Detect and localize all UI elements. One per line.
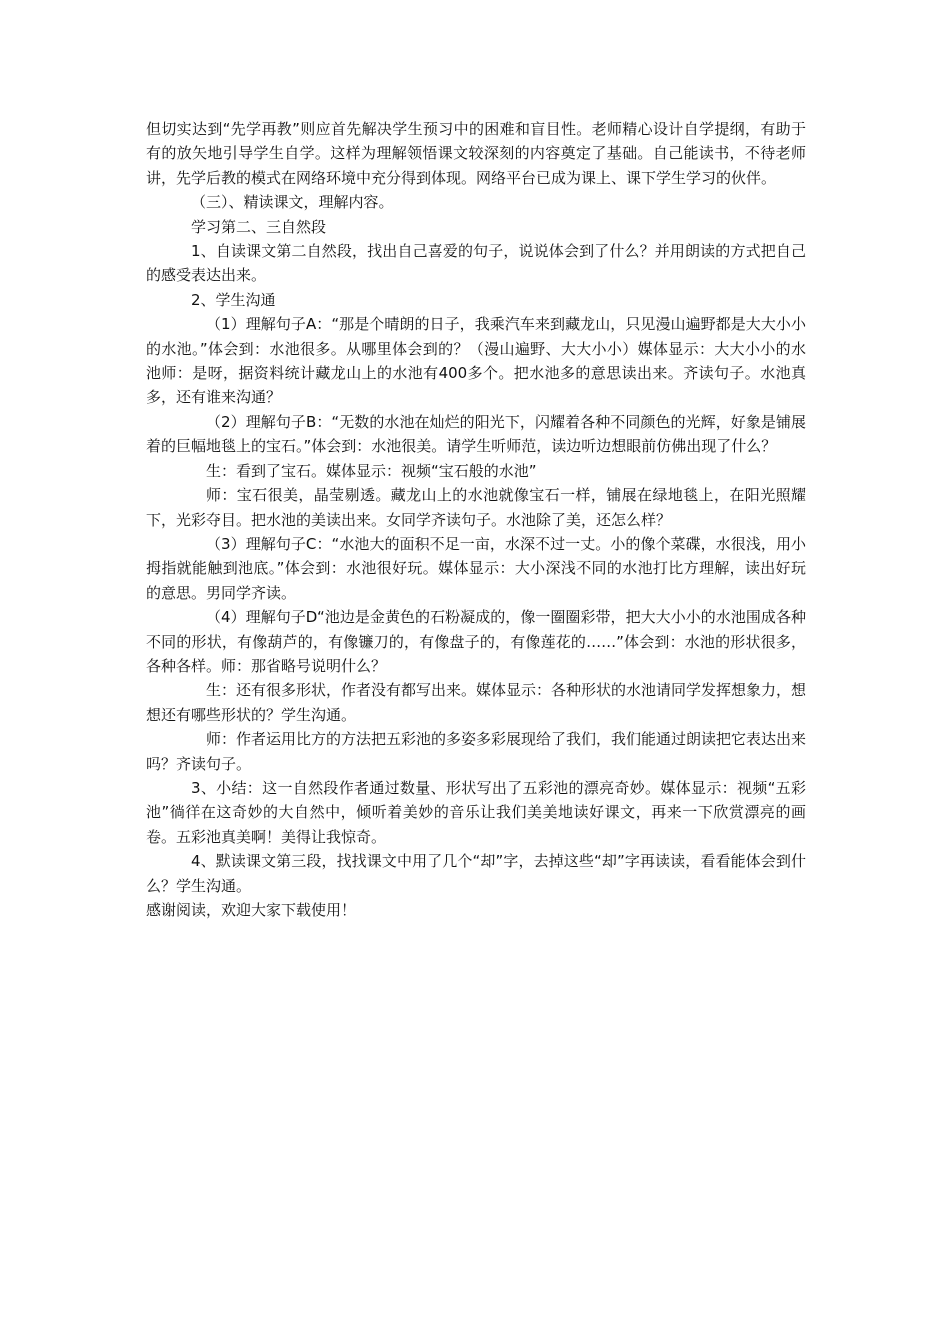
teacher-response-1: 师：宝石很美，晶莹剔透。藏龙山上的水池就像宝石一样，铺展在绿地毯上，在阳光照耀下，光彩夺目。把水池的美读出来。女同学齐读句子。水池除了美，还怎么样？ <box>146 486 806 529</box>
sentence-d: （4）理解句子D“池边是金黄色的石粉凝成的，像一圈圈彩带，把大大小小的水池围成各种不同的形状，有像葫芦的，有像镰刀的，有像盘子的，有像莲花的……”体会到：水池的形状很多，各种各样。师：那省略号说明什么？ <box>146 608 806 675</box>
step-3-summary: 3、小结：这一自然段作者通过数量、形状写出了五彩池的漂亮奇妙。媒体显示：视频“五彩池”徜徉在这奇妙的大自然中，倾听着美妙的音乐让我们美美地读好课文，再来一下欣赏漂亮的画卷。五彩池真美啊！美得让我惊奇。 <box>146 778 806 846</box>
closing-note: 感谢阅读，欢迎大家下载使用！ <box>146 901 357 919</box>
sentence-a: （1）理解句子A：“那是个晴朗的日子，我乘汽车来到藏龙山，只见漫山遍野都是大大小小的水池。”体会到：水池很多。从哪里体会到的？（漫山遍野、大大小小）媒体显示：大大小小的水池师：是呀，据资料统计藏龙山上的水池有400多个。把水池多的意思读出来。齐读句子。水池真多，还有谁来沟通？ <box>146 315 806 407</box>
paragraph-intro: 但切实达到“先学再教”则应首先解决学生预习中的困难和盲目性。老师精心设计自学提纲，有助于有的放矢地引导学生自学。这样为理解领悟课文较深刻的内容奠定了基础。自己能读书，不待老师讲，先学后教的模式在网络环境中充分得到体现。网络平台已成为课上、课下学生学习的伙伴。 <box>146 120 806 187</box>
document-page <box>146 117 806 922</box>
teacher-response-2: 师：作者运用比方的方法把五彩池的多姿多彩展现给了我们，我们能通过朗读把它表达出来吗？齐读句子。 <box>146 730 807 773</box>
sentence-c: （3）理解句子C：“水池大的面积不足一亩，水深不过一丈。小的像个菜碟，水很浅，用小拇指就能触到池底。”体会到：水池很好玩。媒体显示：大小深浅不同的水池打比方理解，读出好玩的意思。男同学齐读。 <box>146 534 806 602</box>
step-1: 1、自读课文第二自然段，找出自己喜爱的句子，说说体会到了什么？并用朗读的方式把自己的感受表达出来。 <box>146 242 806 285</box>
sentence-b: （2）理解句子B：“无数的水池在灿烂的阳光下，闪耀着各种不同颜色的光辉，好象是铺展着的巨幅地毯上的宝石。”体会到：水池很美。请学生听师范，读边听边想眼前仿佛出现了什么？ <box>146 412 806 456</box>
section-heading: （三）、精读课文，理解内容。 <box>191 193 394 212</box>
step-4: 4、默读课文第三段，找找课文中用了几个“却”字，去掉这些“却”字再读读，看看能体会到什么？学生沟通。 <box>146 852 806 895</box>
student-response-2: 生：还有很多形状，作者没有都写出来。媒体显示：各种形状的水池请同学发挥想象力，想想还有哪些形状的？学生沟通。 <box>146 681 807 724</box>
subsection-heading: 学习第二、三自然段 <box>191 217 327 236</box>
step-2: 2、学生沟通 <box>191 290 276 309</box>
student-response-1: 生：看到了宝石。媒体显示：视频“宝石般的水池” <box>206 461 537 480</box>
